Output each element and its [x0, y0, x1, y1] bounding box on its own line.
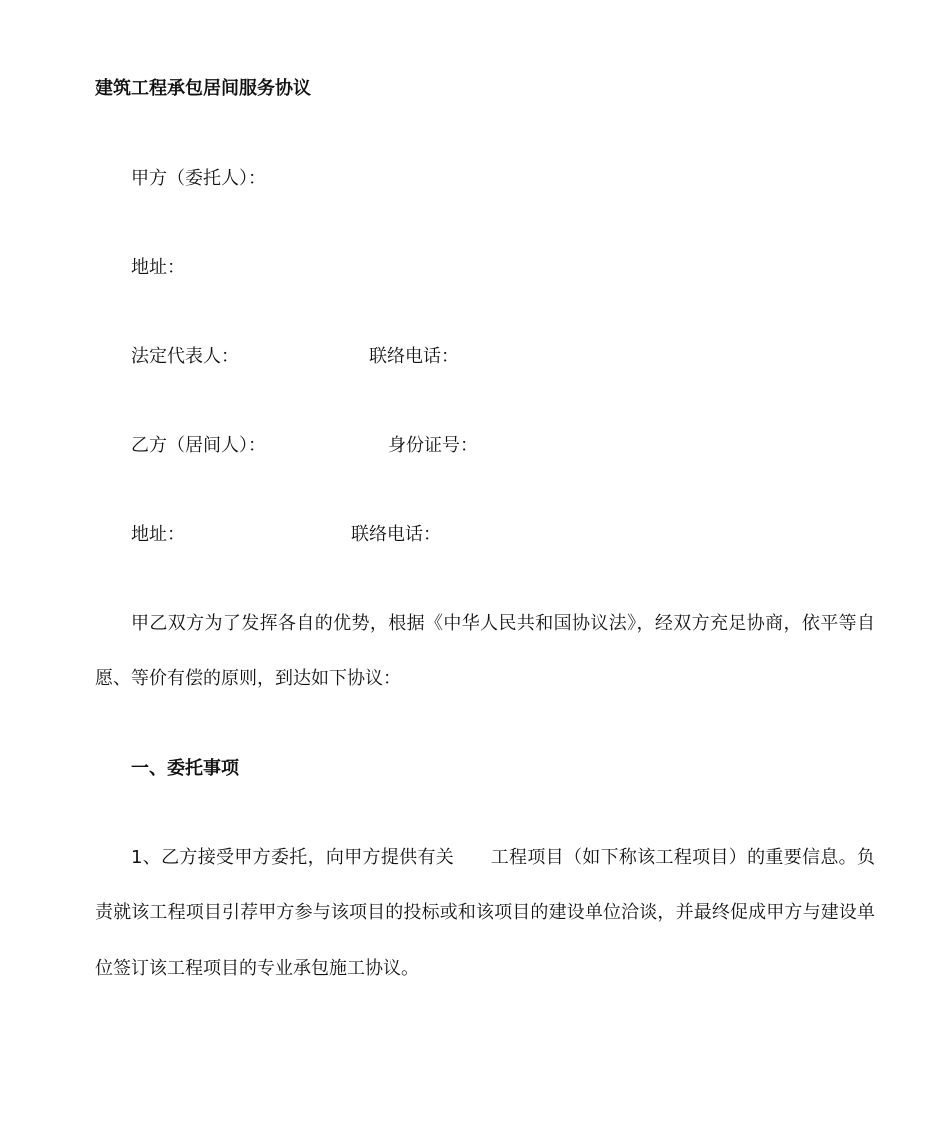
address-label-2: 地址： — [131, 524, 185, 545]
party-b-label: 乙方（居间人）： — [131, 435, 266, 456]
clause-1-line-2: 责就该工程项目引荐甲方参与该项目的投标或和该项目的建设单位洽谈，并最终促成甲方与建设单 — [95, 902, 875, 923]
contact-phone-label-1: 联络电话： — [369, 346, 459, 367]
id-number-label: 身份证号： — [388, 435, 478, 456]
intro-line-1: 甲乙双方为了发挥各自的优势，根据《中华人民共和国协议法》，经双方充足协商，依平等自 — [131, 613, 875, 634]
party-a-label: 甲方（委托人）： — [131, 168, 266, 189]
contact-phone-label-2: 联络电话： — [351, 524, 441, 545]
intro-line-2: 愿、等价有偿的原则，到达如下协议： — [95, 668, 401, 689]
clause-1-line-1: 1、乙方接受甲方委托，向甲方提供有关 工程项目（如下称该工程项目）的重要信息。负 — [131, 847, 875, 868]
legal-rep-label: 法定代表人： — [131, 346, 239, 367]
section-1-heading: 一、委托事项 — [131, 758, 239, 779]
document-title: 建筑工程承包居间服务协议 — [95, 78, 311, 99]
clause-1-line-3: 位签订该工程项目的专业承包施工协议。 — [95, 958, 419, 979]
address-label-1: 地址： — [131, 257, 185, 278]
